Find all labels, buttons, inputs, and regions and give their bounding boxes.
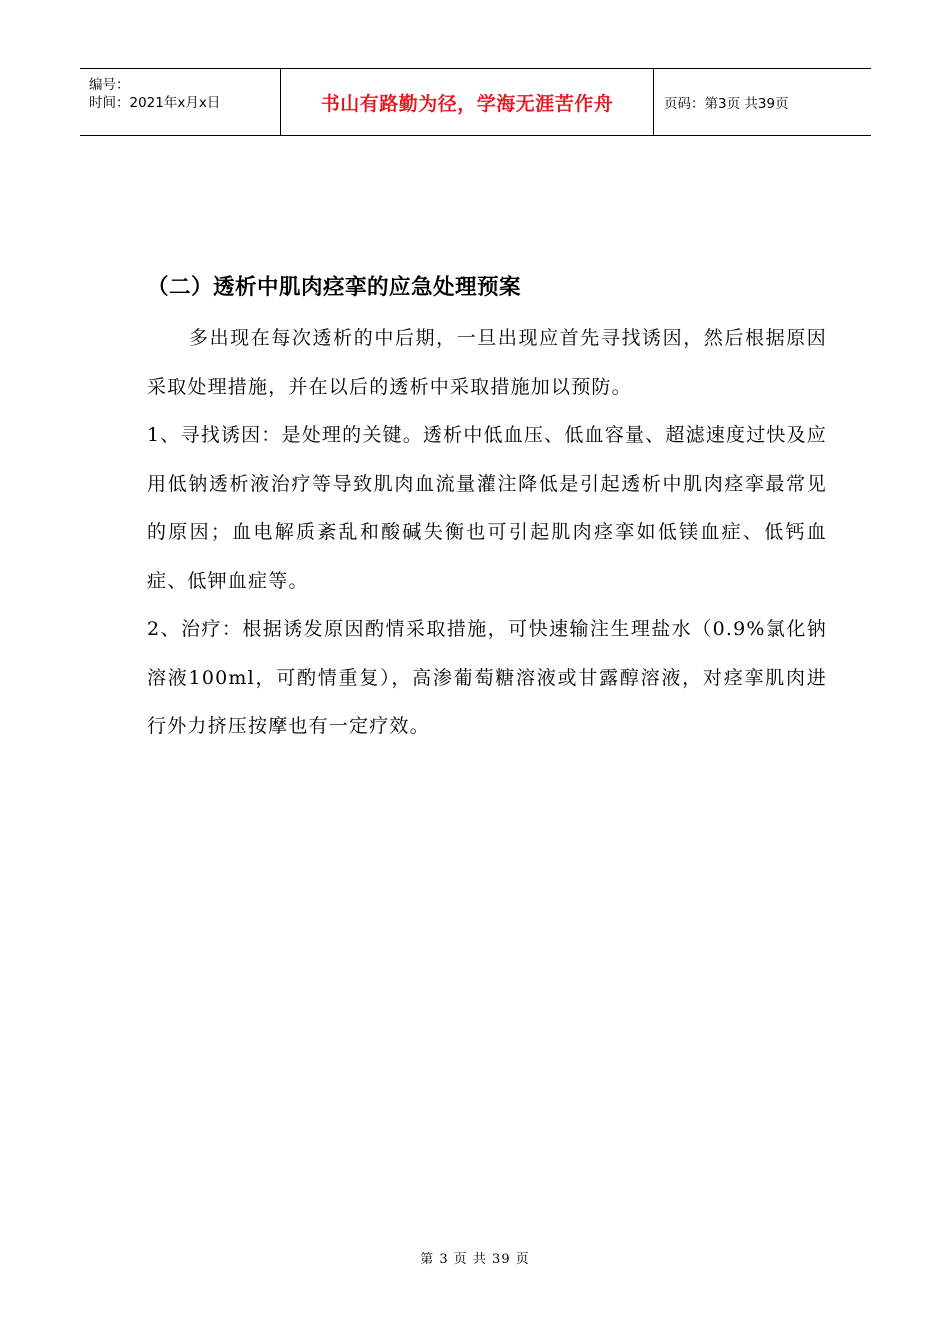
page-footer: 第 3 页 共 39 页 <box>420 1252 530 1267</box>
section-body <box>147 314 827 751</box>
section-title: （二）透析中肌肉痉挛的应急处理预案 <box>147 275 522 300</box>
document-date-label: 时间：2021年x月x日 <box>89 95 221 111</box>
body-paragraph-intro: 多出现在每次透析的中后期，一旦出现应首先寻找诱因，然后根据原因采取处理措施，并在以后的透析中采取措施加以预防。 <box>147 327 827 398</box>
header-meta-cell <box>80 69 281 135</box>
header-page-cell <box>654 69 871 135</box>
header-page-info: 页码：第3页 共39页 <box>664 96 789 112</box>
document-number-label: 编号： <box>89 77 130 93</box>
header-motto-cell <box>281 69 654 135</box>
document-header <box>80 68 871 136</box>
header-motto: 书山有路勤为径，学海无涯苦作舟 <box>320 92 614 115</box>
body-paragraph-cause: 1、寻找诱因：是处理的关键。透析中低血压、低血容量、超滤速度过快及应用低钠透析液治疗等导致肌肉血流量灌注降低是引起透析中肌肉痉挛最常见的原因；血电解质紊乱和酸碱失衡也可引起肌肉痉挛如低镁血症、低钙血症、低钾血症等。 <box>147 424 827 592</box>
body-paragraph-treatment: 2、治疗：根据诱发原因酌情采取措施，可快速输注生理盐水（0.9%氯化钠溶液100ml，可酌情重复），高渗葡萄糖溶液或甘露醇溶液，对痉挛肌肉进行外力挤压按摩也有一定疗效。 <box>147 618 827 737</box>
